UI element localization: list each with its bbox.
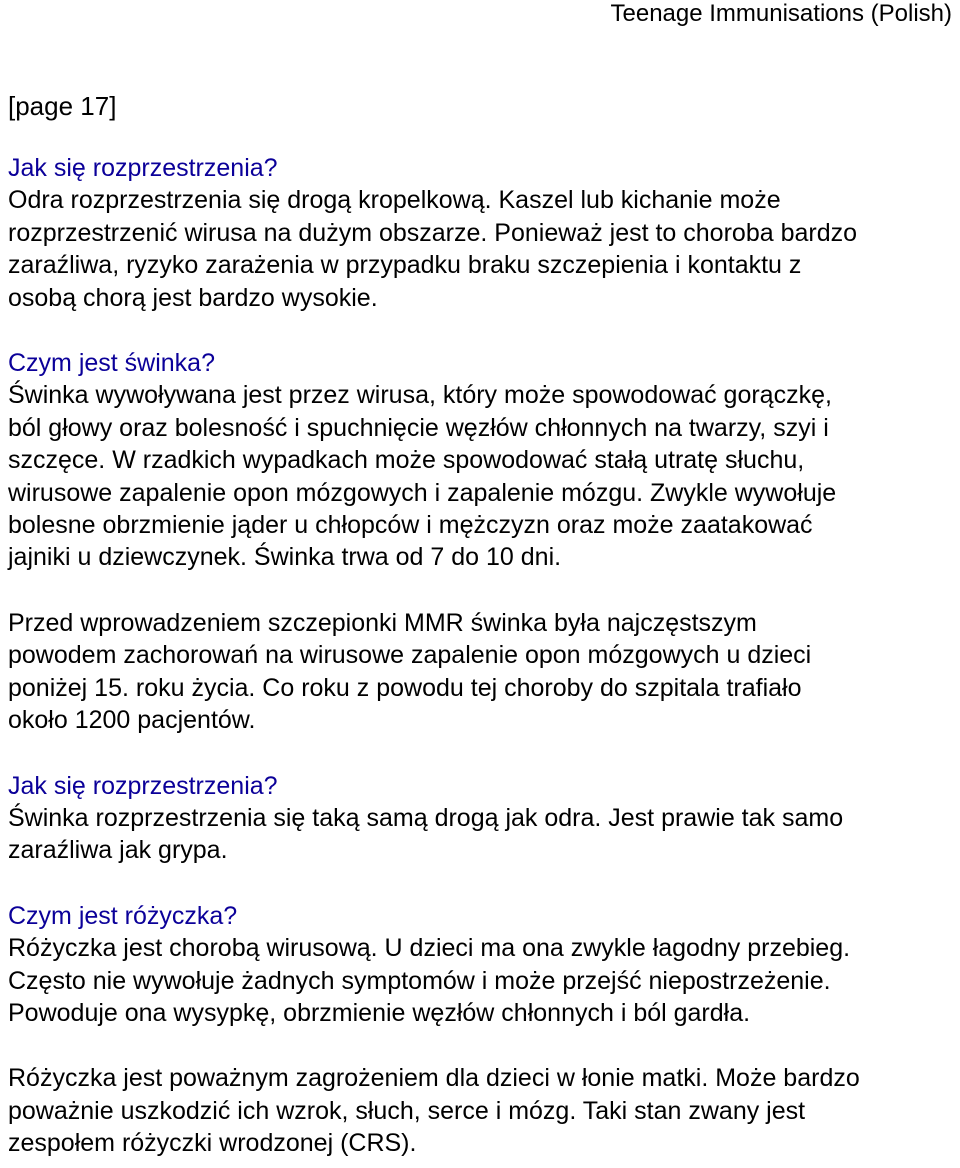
running-header-title: Teenage Immunisations (Polish) (610, 0, 952, 27)
section-heading-mumps: Czym jest świnka? (8, 349, 215, 378)
text-line: szczęce. W rzadkich wypadkach może spowodować stałą utratę słuchu, (8, 446, 805, 475)
paragraph-mumps-spread (8, 802, 952, 867)
section-heading-mumps-spread: Jak się rozprzestrzenia? (8, 771, 278, 800)
paragraph-rubella-crs (8, 1062, 952, 1159)
text-line: poważnie uszkodzić ich wzrok, słuch, serce i mózg. Taki stan zwany jest (8, 1096, 806, 1125)
text-line: zespołem różyczki wrodzonej (CRS). (8, 1129, 417, 1158)
document-body (8, 152, 952, 1160)
text-line: wirusowe zapalenie opon mózgowych i zapalenie mózgu. Zwykle wywołuje (8, 478, 837, 507)
text-line: około 1200 pacjentów. (8, 706, 256, 735)
text-line: jajniki u dziewczynek. Świnka trwa od 7 do 10 dni. (8, 543, 562, 572)
text-line: rozprzestrzenić wirusa na dużym obszarze. Ponieważ jest to choroba bardzo (8, 218, 858, 247)
paragraph-measles-spread (8, 184, 952, 314)
text-line: Świnka wywoływana jest przez wirusa, który może spowodować gorączkę, (8, 381, 832, 410)
paragraph-rubella-description (8, 932, 952, 1029)
text-line: poniżej 15. roku życia. Co roku z powodu tej choroby do szpitala trafiało (8, 673, 802, 702)
text-line: powodem zachorowań na wirusowe zapalenie opon mózgowych u dzieci (8, 641, 812, 670)
text-line: Przed wprowadzeniem szczepionki MMR świnka była najczęstszym (8, 608, 757, 637)
text-line: bolesne obrzmienie jąder u chłopców i mężczyzn oraz może zaatakować (8, 511, 813, 540)
page-number-marker: [page 17] (8, 91, 117, 121)
text-line: Odra rozprzestrzenia się drogą kropelkową. Kaszel lub kichanie może (8, 186, 781, 215)
text-line: ból głowy oraz bolesność i spuchnięcie węzłów chłonnych na twarzy, szyi i (8, 413, 829, 442)
paragraph-mumps-history (8, 607, 952, 737)
text-line: Często nie wywołuje żadnych symptomów i może przejść niepostrzeżenie. (8, 966, 831, 995)
text-line: Różyczka jest chorobą wirusową. U dzieci ma ona zwykle łagodny przebieg. (8, 934, 851, 963)
text-line: Świnka rozprzestrzenia się taką samą drogą jak odra. Jest prawie tak samo (8, 803, 844, 832)
text-line: osobą chorą jest bardzo wysokie. (8, 283, 378, 312)
text-line: Powoduje ona wysypkę, obrzmienie węzłów chłonnych i ból gardła. (8, 998, 751, 1027)
text-line: zaraźliwa jak grypa. (8, 836, 228, 865)
section-heading-rubella: Czym jest różyczka? (8, 901, 238, 930)
section-heading-measles-spread: Jak się rozprzestrzenia? (8, 154, 278, 182)
text-line: Różyczka jest poważnym zagrożeniem dla dzieci w łonie matki. Może bardzo (8, 1064, 860, 1093)
text-line: zaraźliwa, ryzyko zarażenia w przypadku braku szczepienia i kontaktu z (8, 251, 802, 280)
paragraph-mumps-description (8, 379, 952, 573)
